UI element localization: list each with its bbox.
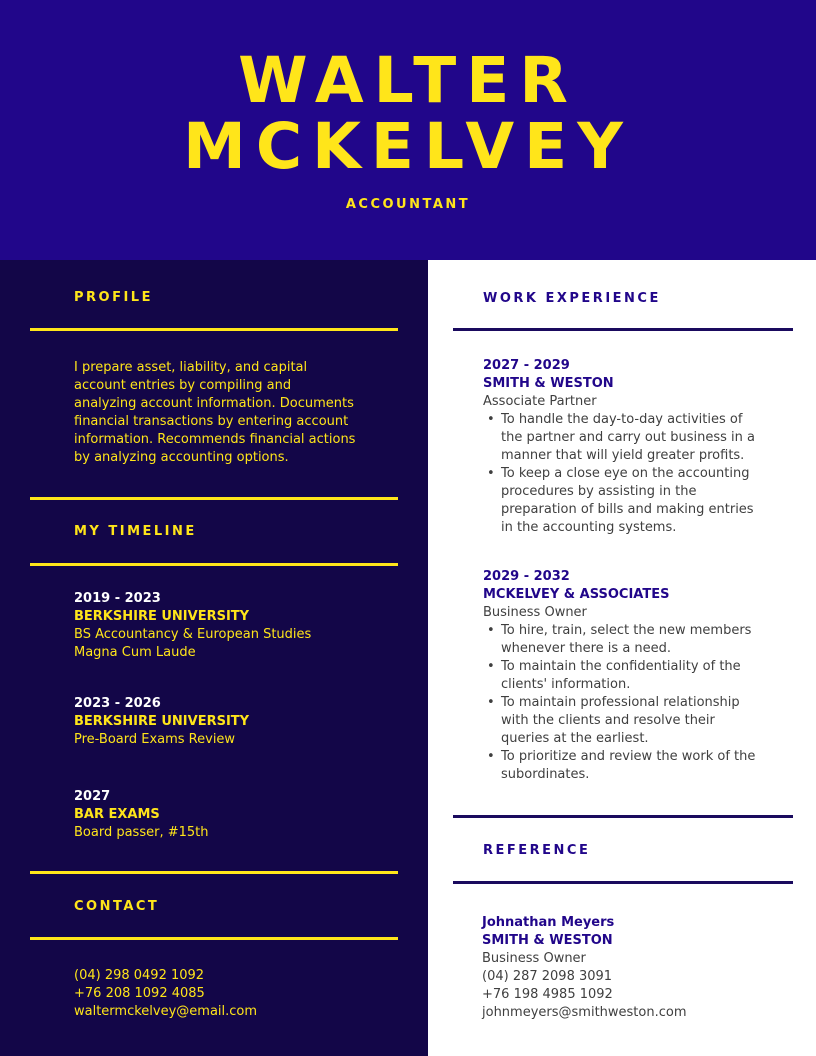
job-company: MCKELVEY & ASSOCIATES <box>483 587 670 602</box>
job-entry <box>483 357 783 537</box>
duty-line: the partner and carry out business in a <box>501 430 755 445</box>
job-title: ACCOUNTANT <box>345 197 471 212</box>
timeline-years: 2027 <box>74 789 111 804</box>
timeline-entry <box>74 788 414 842</box>
profile-text <box>74 359 414 467</box>
work-heading: WORK EXPERIENCE <box>483 291 661 306</box>
divider <box>30 497 398 500</box>
job-role: Business Owner <box>483 605 587 620</box>
timeline-org: BAR EXAMS <box>74 807 160 822</box>
divider <box>453 815 793 818</box>
profile-line: by analyzing accounting options. <box>74 450 289 465</box>
duty-item <box>483 694 783 748</box>
profile-line: analyzing account information. Documents <box>74 396 354 411</box>
duty-line: clients' information. <box>501 677 631 692</box>
job-duties <box>483 622 783 784</box>
reference-name: Johnathan Meyers <box>482 915 615 930</box>
duty-line: whenever there is a need. <box>501 641 672 656</box>
contact-email: waltermckelvey@email.com <box>74 1004 258 1019</box>
timeline-detail: Pre-Board Exams Review <box>74 732 236 747</box>
resume-header <box>0 0 816 260</box>
divider <box>30 937 398 940</box>
timeline-org: BERKSHIRE UNIVERSITY <box>74 714 250 729</box>
timeline-org: BERKSHIRE UNIVERSITY <box>74 609 250 624</box>
reference-email: johnmeyers@smithweston.com <box>482 1005 687 1020</box>
job-years: 2029 - 2032 <box>483 569 570 584</box>
timeline-entry <box>74 590 414 662</box>
duty-item <box>483 658 783 694</box>
profile-line: financial transactions by entering account <box>74 414 349 429</box>
duty-line: • To maintain professional relationship <box>501 695 740 710</box>
job-years: 2027 - 2029 <box>483 358 570 373</box>
timeline-detail: BS Accountancy & European Studies <box>74 627 312 642</box>
duty-line: • To prioritize and review the work of the <box>501 749 756 764</box>
contact-details <box>74 967 414 1021</box>
duty-item <box>483 465 783 537</box>
contact-phone: (04) 298 0492 1092 <box>74 968 205 983</box>
duty-line: procedures by assisting in the <box>501 484 697 499</box>
reference-phone: +76 198 4985 1092 <box>482 987 613 1002</box>
contact-phone: +76 208 1092 4085 <box>74 986 205 1001</box>
timeline-entry <box>74 695 414 749</box>
profile-line: account entries by compiling and <box>74 378 292 393</box>
divider <box>30 563 398 566</box>
reference-company: SMITH & WESTON <box>482 933 613 948</box>
job-company: SMITH & WESTON <box>483 376 614 391</box>
duty-item <box>483 748 783 784</box>
timeline-years: 2023 - 2026 <box>74 696 161 711</box>
divider <box>453 328 793 331</box>
duty-line: subordinates. <box>501 767 590 782</box>
duty-item <box>483 622 783 658</box>
timeline-years: 2019 - 2023 <box>74 591 161 606</box>
profile-heading: PROFILE <box>74 290 153 305</box>
duty-line: • To hire, train, select the new members <box>501 623 752 638</box>
divider <box>453 881 793 884</box>
contact-heading: CONTACT <box>74 899 160 914</box>
name-first: WALTER <box>238 44 578 117</box>
duty-item <box>483 411 783 465</box>
divider <box>30 328 398 331</box>
duty-line: queries at the earliest. <box>501 731 649 746</box>
reference-details <box>482 914 782 1022</box>
profile-line: I prepare asset, liability, and capital <box>74 360 308 375</box>
reference-role: Business Owner <box>482 951 586 966</box>
name-last: MCKELVEY <box>183 110 633 183</box>
duty-line: • To maintain the confidentiality of the <box>501 659 741 674</box>
duty-line: with the clients and resolve their <box>501 713 715 728</box>
reference-heading: REFERENCE <box>483 843 591 858</box>
duty-line: manner that will yield greater profits. <box>501 448 745 463</box>
duty-line: in the accounting systems. <box>501 520 677 535</box>
timeline-detail: Board passer, #15th <box>74 825 209 840</box>
duty-line: • To handle the day-to-day activities of <box>501 412 743 427</box>
job-entry <box>483 568 783 784</box>
divider <box>30 871 398 874</box>
duty-line: preparation of bills and making entries <box>501 502 754 517</box>
job-duties <box>483 411 783 537</box>
profile-line: information. Recommends financial actions <box>74 432 356 447</box>
timeline-heading: MY TIMELINE <box>74 524 197 539</box>
job-role: Associate Partner <box>483 394 597 409</box>
duty-line: • To keep a close eye on the accounting <box>501 466 750 481</box>
timeline-detail: Magna Cum Laude <box>74 645 196 660</box>
reference-phone: (04) 287 2098 3091 <box>482 969 613 984</box>
